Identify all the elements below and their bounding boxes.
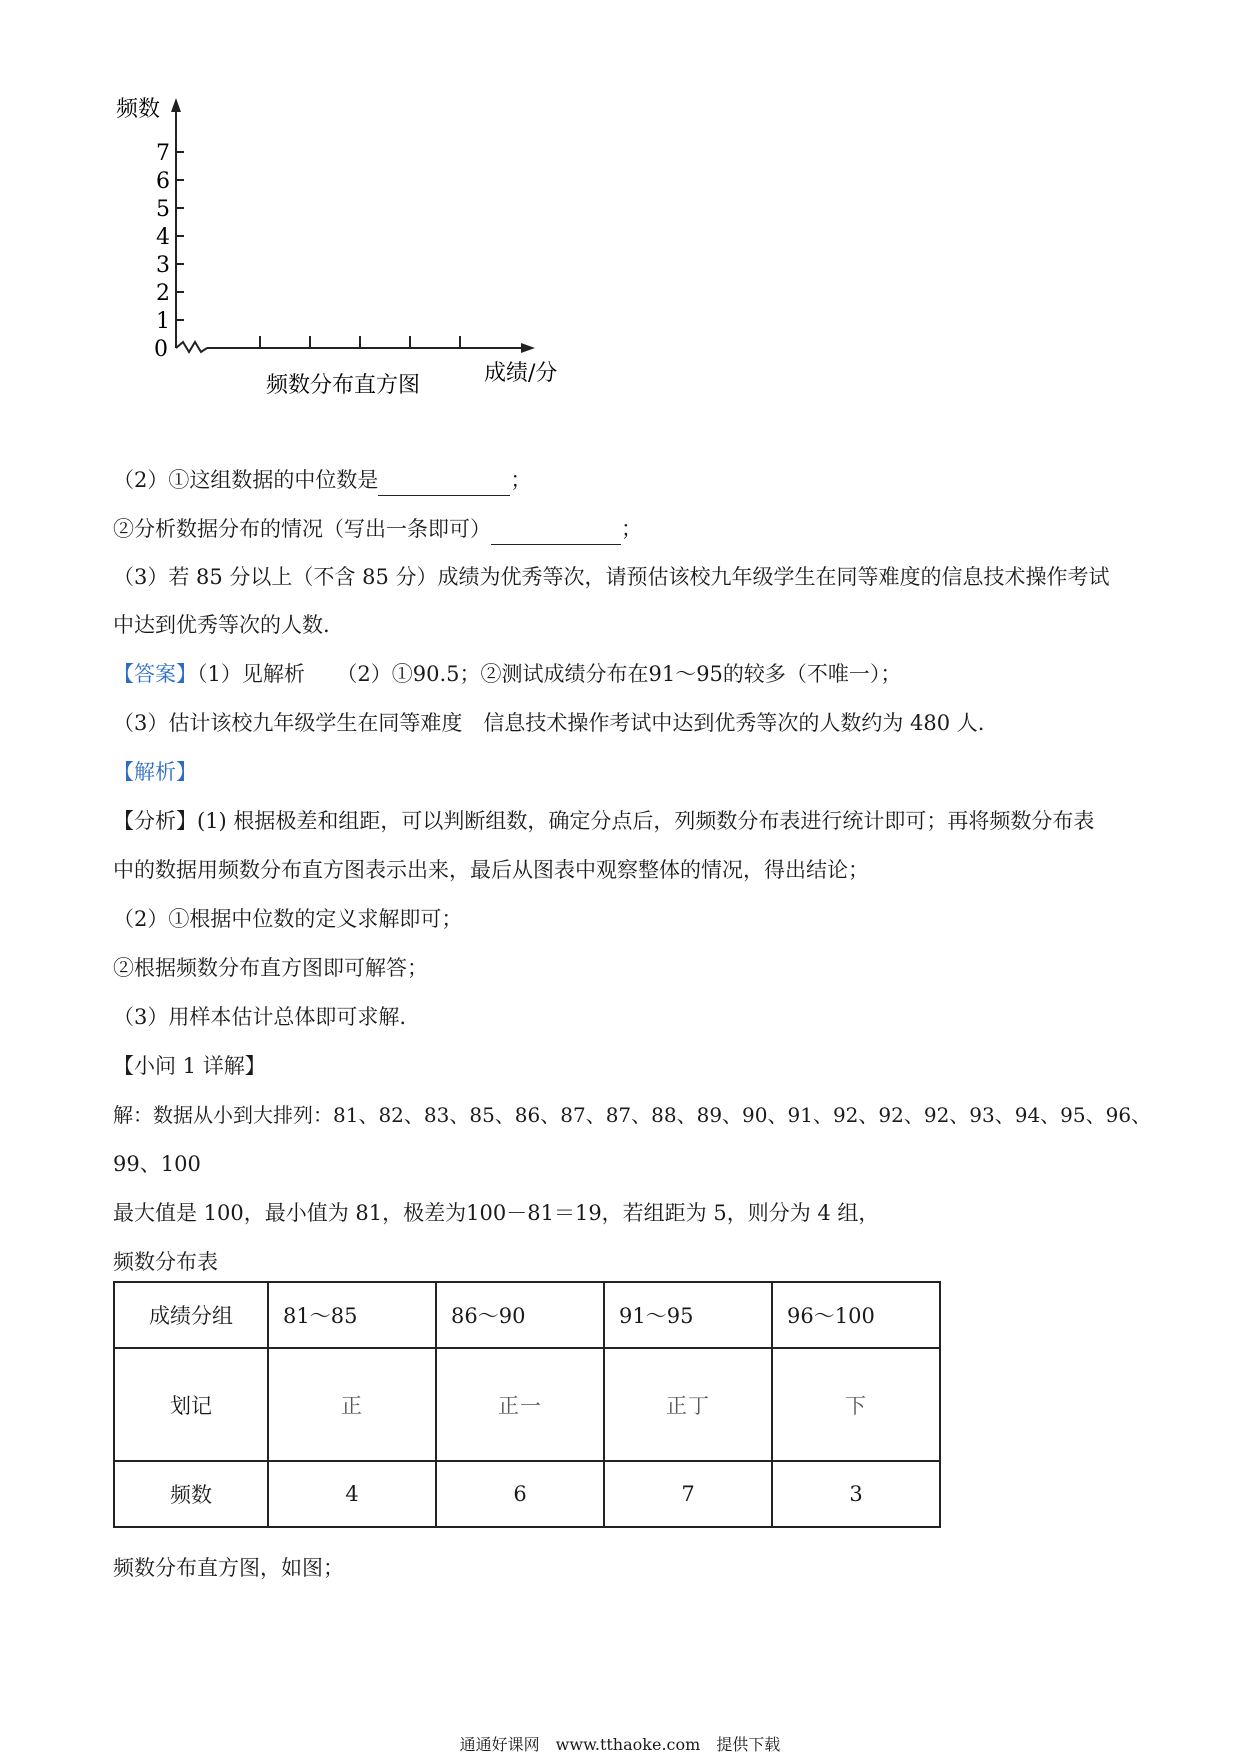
answer-line-2: （3）估计该校九年级学生在同等难度 信息技术操作考试中达到优秀等次的人数约为 480 人. xyxy=(113,711,985,735)
fenxi-line-3: （2）①根据中位数的定义求解即可； xyxy=(113,907,463,931)
tally-label-cell: 划记 xyxy=(114,1348,268,1461)
answer-text-1: （1）见解析 （2）①90.5；②测试成绩分布在91～95的较多（不唯一）； xyxy=(197,662,902,686)
fenxi-line-5: （3）用样本估计总体即可求解. xyxy=(113,1005,407,1029)
y-tick-label: 3 xyxy=(156,253,170,278)
table-row xyxy=(114,1282,940,1348)
table-row xyxy=(114,1461,940,1527)
chart-caption: 频数分布直方图 xyxy=(266,373,421,398)
q2-part2-text: ②分析数据分布的情况（写出一条即可） xyxy=(113,517,491,541)
q2-part1-text: （2）①这组数据的中位数是 xyxy=(113,468,379,492)
q2-part1-end: ； xyxy=(510,468,532,492)
y-tick-label: 7 xyxy=(156,141,170,166)
fenxi-line-2: 中的数据用频数分布直方图表示出来，最后从图表中观察整体的情况，得出结论； xyxy=(113,858,869,882)
y-tick-label: 0 xyxy=(154,337,168,362)
table-header-cell: 91～95 xyxy=(604,1282,772,1348)
y-tick-label: 2 xyxy=(156,281,170,306)
tally-cell: 正 xyxy=(268,1348,436,1461)
q2-part2 xyxy=(113,514,642,545)
x-axis-label: 成绩/分 xyxy=(484,361,558,386)
x-axis-break xyxy=(176,342,207,352)
table-header-cell: 96～100 xyxy=(772,1282,940,1348)
y-tick-label: 1 xyxy=(156,309,170,334)
q3-line-2: 中达到优秀等次的人数. xyxy=(113,613,330,637)
freq-cell: 7 xyxy=(604,1461,772,1527)
y-axis-arrow xyxy=(171,98,181,112)
freq-cell: 4 xyxy=(268,1461,436,1527)
table-row xyxy=(114,1348,940,1461)
detail-tag: 【小问 1 详解】 xyxy=(113,1054,266,1078)
solution-line-3: 最大值是 100，最小值为 81，极差为100－81＝19，若组距为 5，则分为 4 组， xyxy=(113,1201,880,1225)
fenxi-line-4: ②根据频数分布直方图即可解答； xyxy=(113,956,428,980)
tally-cell: 正一 xyxy=(436,1348,604,1461)
tally-cell: 正丁 xyxy=(604,1348,772,1461)
y-tick-label: 6 xyxy=(156,169,170,194)
table-header-cell: 成绩分组 xyxy=(114,1282,268,1348)
tally-cell: 下 xyxy=(772,1348,940,1461)
table-title: 频数分布表 xyxy=(113,1250,218,1274)
q2-part2-end: ； xyxy=(621,517,642,541)
freq-label-cell: 频数 xyxy=(114,1461,268,1527)
histogram-axes xyxy=(100,90,580,440)
solution-line-1: 解：数据从小到大排列：81、82、83、85、86、87、87、88、89、90、91、92、92、92、93、94、95、96、 xyxy=(113,1103,1152,1127)
q2-part1 xyxy=(113,465,531,496)
solution-line-2: 99、100 xyxy=(113,1152,201,1176)
q3-line-1: （3）若 85 分以上（不含 85 分）成绩为优秀等次，请预估该校九年级学生在同等难度的信息技术操作考试 xyxy=(113,565,1110,589)
x-axis-arrow xyxy=(521,343,535,353)
freq-cell: 6 xyxy=(436,1461,604,1527)
frequency-table xyxy=(113,1281,941,1528)
y-ticks xyxy=(154,141,184,362)
median-answer-blank xyxy=(378,465,510,496)
freq-cell: 3 xyxy=(772,1461,940,1527)
table-header-cell: 86～90 xyxy=(436,1282,604,1348)
y-tick-label: 5 xyxy=(156,197,170,222)
distribution-answer-blank xyxy=(491,514,621,545)
fenxi-line-1: 【分析】(1) 根据极差和组距，可以判断组数，确定分点后，列频数分布表进行统计即可；再将频数分布表 xyxy=(113,809,1095,833)
answer-line-1 xyxy=(113,659,901,689)
page-footer: 通通好课网 www.tthaoke.com 提供下载 xyxy=(459,1735,781,1754)
answer-tag: 【答案】 xyxy=(113,662,197,686)
y-tick-label: 4 xyxy=(156,225,170,250)
after-table-text: 频数分布直方图，如图； xyxy=(113,1556,344,1580)
analysis-tag: 【解析】 xyxy=(113,760,197,784)
table-header-cell: 81～85 xyxy=(268,1282,436,1348)
y-axis-label: 频数 xyxy=(116,97,161,122)
